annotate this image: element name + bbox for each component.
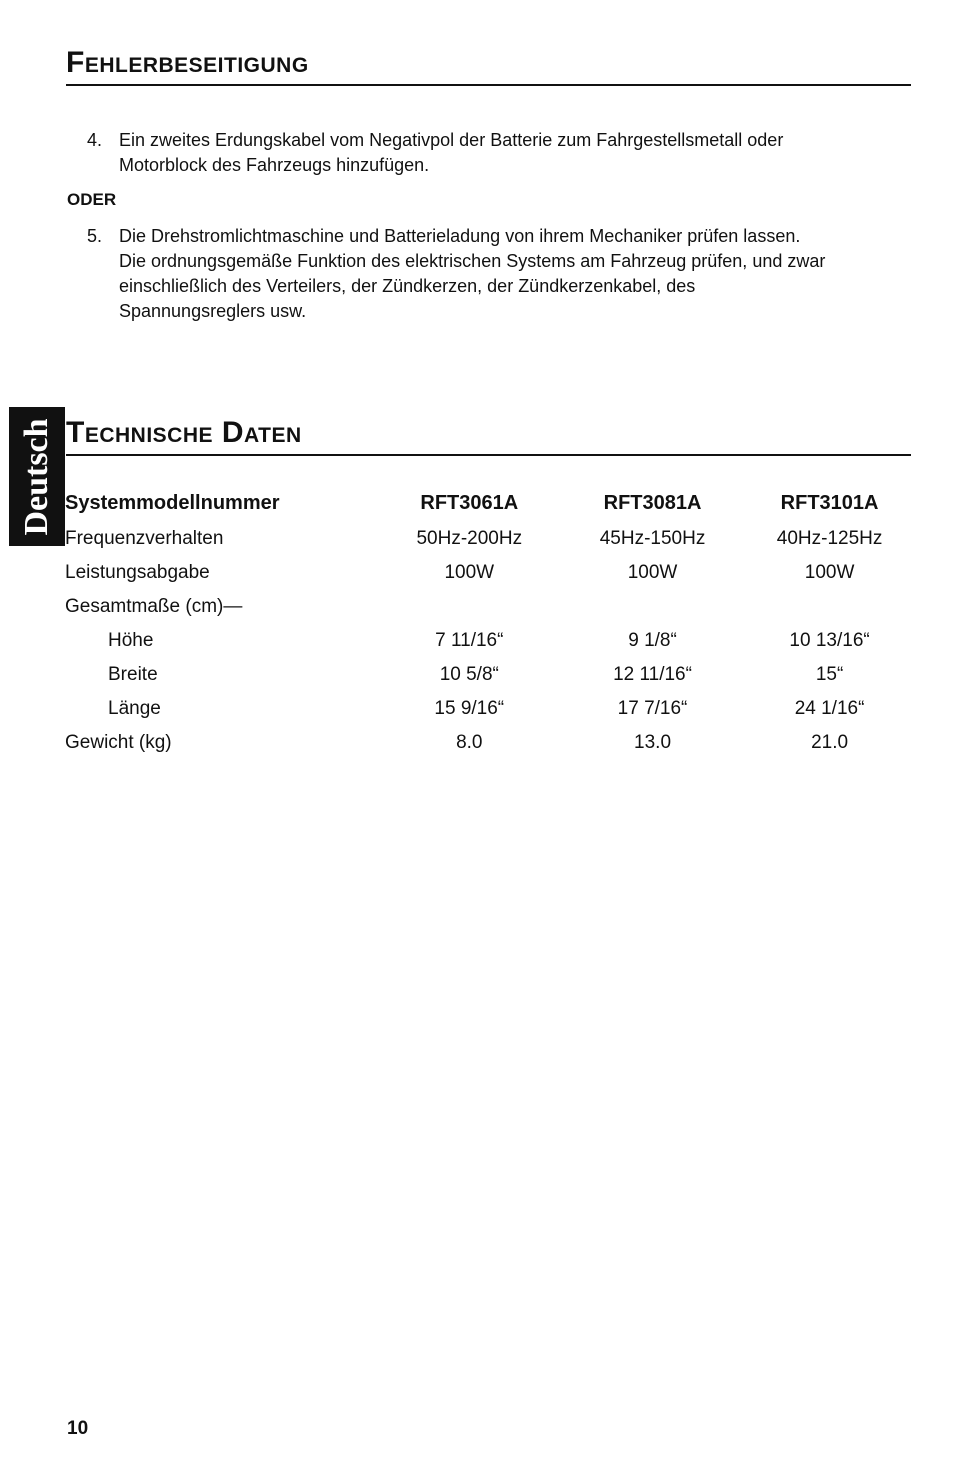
table-row [65, 692, 915, 726]
table-header-cell: Systemmodellnummer [65, 491, 280, 514]
table-cell: 24 1/16“ [794, 698, 865, 719]
section-title-technische-daten [66, 416, 911, 456]
table-row [65, 590, 915, 624]
list-text-line: Motorblock des Fahrzeugs hinzufügen. [119, 155, 430, 175]
table-cell: 10 13/16“ [789, 630, 870, 651]
table-cell: 100W [444, 562, 495, 583]
table-cell: 45Hz-150Hz [599, 528, 706, 549]
table-row [65, 522, 915, 556]
list-item-5 [87, 224, 897, 324]
list-text-line: Ein zweites Erdungskabel vom Negativpol der Batterie zum Fahrgestellsmetall oder [119, 130, 784, 150]
oder-label: ODER [67, 190, 117, 209]
section-title-text: Technische Daten [66, 416, 302, 449]
table-cell: 100W [804, 562, 855, 583]
list-text-line: einschließlich des Verteilers, der Zündkerzen, der Zündkerzenkabel, des [119, 276, 696, 296]
table-cell [378, 590, 561, 624]
list-text-line: Spannungsreglers usw. [119, 301, 307, 321]
table-cell: 9 1/8“ [628, 630, 677, 651]
table-cell: 13.0 [634, 732, 672, 753]
table-cell: Länge [108, 698, 161, 719]
table-cell: Breite [108, 664, 158, 685]
table-cell: 12 11/16“ [613, 664, 692, 685]
table-cell: Leistungsabgabe [65, 562, 210, 583]
table-row [65, 726, 915, 760]
table-cell: Gesamtmaße (cm)— [65, 596, 243, 617]
list-text-line: Die ordnungsgemäße Funktion des elektrischen Systems am Fahrzeug prüfen, und zwar [119, 251, 826, 271]
table-header-cell: RFT3101A [780, 491, 879, 514]
page-number: 10 [67, 1418, 89, 1439]
table-cell: 7 11/16“ [435, 630, 504, 651]
table-cell: 8.0 [456, 732, 483, 753]
table-cell: Frequenzverhalten [65, 528, 224, 549]
table-cell: 15 9/16“ [434, 698, 505, 719]
table-cell: 10 5/8“ [439, 664, 499, 685]
table-cell: 15“ [815, 664, 844, 685]
table-cell: 21.0 [811, 732, 849, 753]
table-cell [561, 590, 744, 624]
table-cell: Gewicht (kg) [65, 732, 172, 753]
list-text-line: Die Drehstromlichtmaschine und Batterieladung von ihrem Mechaniker prüfen lassen. [119, 226, 801, 246]
table-header-row [65, 484, 915, 522]
section-title-text: Fehlerbeseitigung [66, 46, 309, 79]
table-cell: 17 7/16“ [617, 698, 688, 719]
table-row [65, 556, 915, 590]
table-cell: 50Hz-200Hz [416, 528, 523, 549]
section-title-fehlerbeseitigung [66, 46, 911, 86]
language-side-tab [9, 407, 65, 546]
list-item-4 [87, 128, 897, 178]
list-number: 4. [87, 130, 103, 150]
specifications-table [65, 484, 915, 760]
table-row [65, 624, 915, 658]
list-number: 5. [87, 226, 103, 246]
table-header-cell: RFT3081A [603, 491, 702, 514]
table-cell [744, 590, 915, 624]
table-cell: 100W [627, 562, 678, 583]
table-cell: Höhe [108, 630, 154, 651]
table-cell: 40Hz-125Hz [776, 528, 883, 549]
language-tab-label: Deutsch [18, 417, 55, 536]
table-row [65, 658, 915, 692]
table-header-cell: RFT3061A [420, 491, 519, 514]
